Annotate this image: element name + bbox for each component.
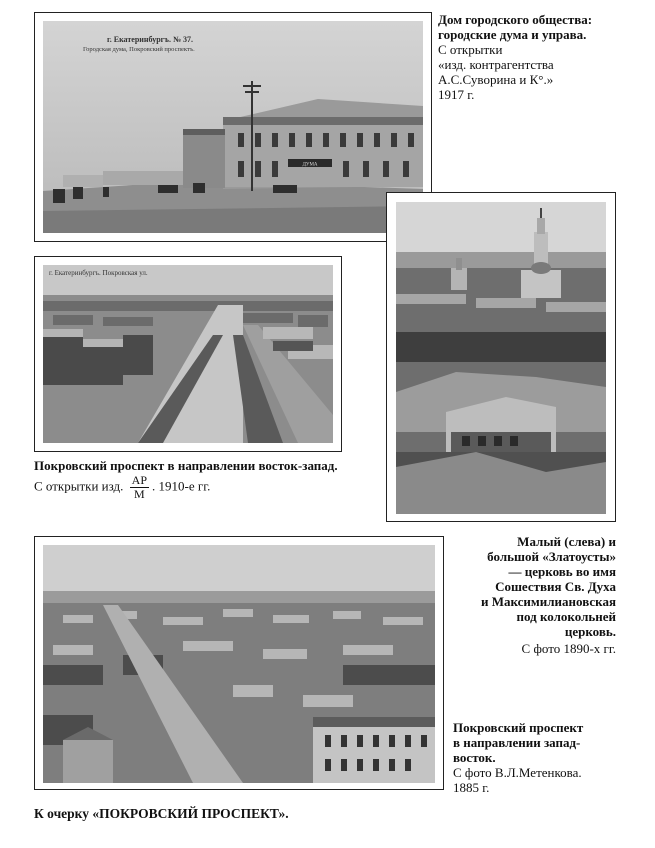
pokrovsky-ew-scene xyxy=(43,265,333,443)
pokrovsky-we-scene xyxy=(43,545,435,783)
duma-inscription-title: г. Екатеринбургъ. № 37. xyxy=(107,35,193,44)
footer-note: К очерку «ПОКРОВСКИЙ ПРОСПЕКТ». xyxy=(34,806,289,821)
caption-pokrovsky-we-line-2: в направлении запад- xyxy=(453,735,581,750)
caption-duma-line-1: С открытки xyxy=(438,42,503,57)
duma-sign-text: ДУМА xyxy=(302,162,318,168)
churches-scene xyxy=(396,202,606,514)
caption-pokrovsky-we xyxy=(453,720,633,795)
photo-pokrovsky-we xyxy=(43,545,435,783)
photo-duma-frame xyxy=(34,12,432,242)
caption-churches xyxy=(430,534,616,656)
caption-churches-line-5: и Максимилиановская xyxy=(480,594,616,609)
caption-churches-source: С фото 1890-х гг. xyxy=(521,641,616,656)
caption-churches-line-4: Сошествия Св. Духа xyxy=(495,579,616,594)
caption-duma xyxy=(438,12,643,102)
caption-pokrovsky-we-source-1: С фото В.Л.Метенкова. xyxy=(453,765,582,780)
fraction-denominator: М xyxy=(134,487,145,501)
caption-churches-line-2: большой «Златоусты» xyxy=(487,549,616,564)
caption-pokrovsky-ew-title: Покровский проспект в направлении восток-запад. xyxy=(34,458,338,473)
publisher-fraction xyxy=(130,474,149,501)
caption-pokrovsky-we-line-3: восток. xyxy=(453,750,496,765)
caption-pokrovsky-we-line-1: Покровский проспект xyxy=(453,720,584,735)
photo-pokrovsky-we-frame xyxy=(34,536,444,790)
caption-duma-line-2: «изд. контрагентства xyxy=(438,57,554,72)
caption-pokrovsky-ew xyxy=(34,458,344,501)
duma-inscription-subtitle: Городская дума, Покровский проспектъ. xyxy=(83,46,195,53)
caption-pokrovsky-ew-source xyxy=(34,474,344,501)
caption-churches-line-1: Малый (слева) и xyxy=(517,534,616,549)
caption-duma-line-4: 1917 г. xyxy=(438,87,475,102)
pokrovsky-inscription: г. Екатеринбургъ. Покровская ул. xyxy=(49,269,148,277)
photo-pokrovsky-ew xyxy=(43,265,333,443)
caption-duma-line-3: А.С.Суворина и К°.» xyxy=(438,72,554,87)
photo-duma xyxy=(43,21,423,233)
photo-churches-frame xyxy=(386,192,616,522)
fraction-numerator: АР xyxy=(131,473,148,487)
caption-duma-title: Дом городского общества: городские дума и управа. xyxy=(438,12,593,42)
caption-churches-line-6: под колокольней xyxy=(516,609,616,624)
caption-pokrovsky-we-source-2: 1885 г. xyxy=(453,780,490,795)
caption-churches-line-3: — церковь во имя xyxy=(508,564,616,579)
photo-churches xyxy=(396,202,606,514)
caption-pokrovsky-ew-prefix: С открытки изд. xyxy=(34,478,124,494)
caption-pokrovsky-ew-suffix: . 1910-е гг. xyxy=(152,478,211,494)
caption-churches-line-7: церковь. xyxy=(564,624,616,639)
photo-pokrovsky-ew-frame xyxy=(34,256,342,452)
